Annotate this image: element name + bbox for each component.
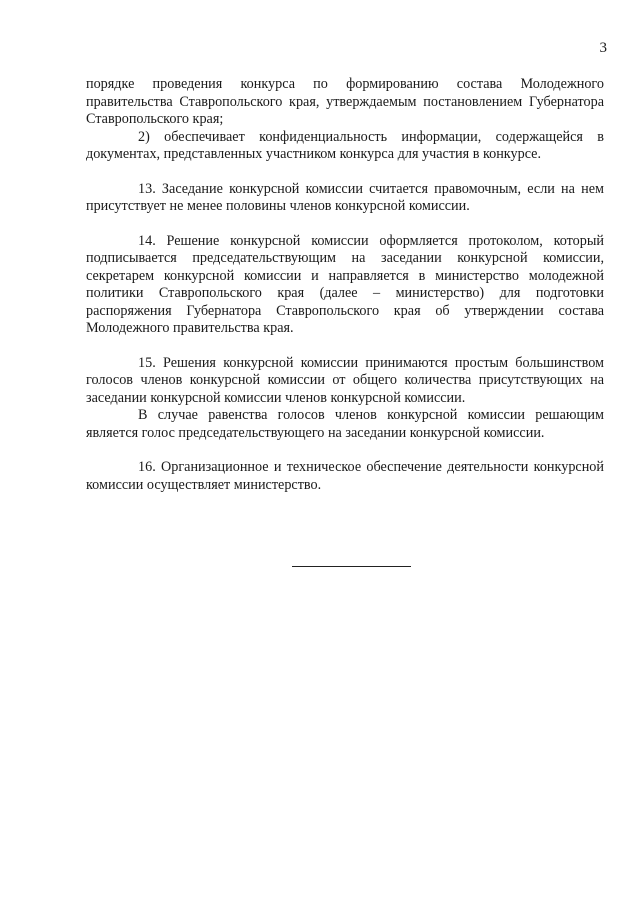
end-of-document-line xyxy=(292,566,411,567)
page-number: 3 xyxy=(599,40,607,56)
paragraph-clause-2: 2) обеспечивает конфиденциальность информации, содержащейся в документах, представленных участником конкурса для участия в конкурсе. xyxy=(86,128,604,162)
paragraph-item-14: 14. Решение конкурсной комиссии оформляется протоколом, который подписывается председательствующим на заседании конкурсной комиссии, секретарем конкурсной комиссии и направляется в министерство молодежной политики Ставропольского края (далее – министерство) для подготовки распоряжения Губернатора Ставропольского края об утверждении состава Молодежного правительства края. xyxy=(86,232,604,336)
paragraph-item-16: 16. Организационное и техническое обеспечение деятельности конкурсной комиссии осуществляет министерство. xyxy=(86,459,604,493)
paragraph-item-13: 13. Заседание конкурсной комиссии считается правомочным, если на нем присутствует не менее половины членов конкурсной комиссии. xyxy=(86,180,604,214)
paragraph-tie-vote: В случае равенства голосов членов конкурсной комиссии решающим является голос председательствующего на заседании конкурсной комиссии. xyxy=(86,407,604,441)
paragraph-continuation: порядке проведения конкурса по формированию состава Молодежного правительства Ставропольского края, утверждаемым постановлением Губернатора Ставропольского края; xyxy=(86,76,604,127)
document-body xyxy=(86,76,604,494)
paragraph-item-15: 15. Решения конкурсной комиссии принимаются простым большинством голосов членов конкурсной комиссии от общего количества присутствующих на заседании конкурсной комиссии членов конкурсной комиссии. xyxy=(86,354,604,406)
